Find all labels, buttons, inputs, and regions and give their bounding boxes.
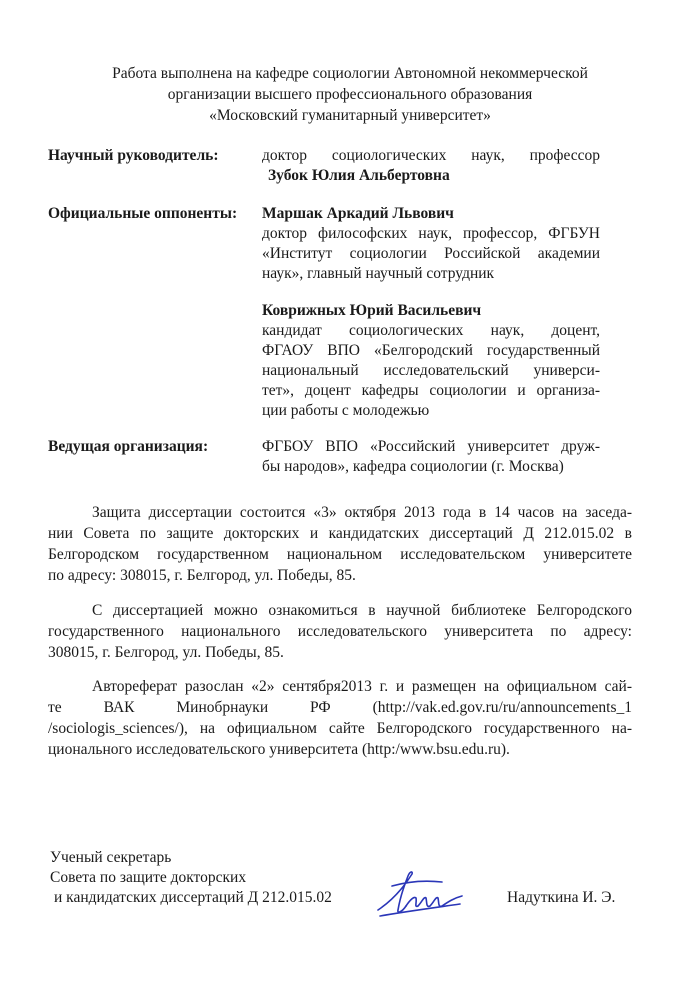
paragraph-line: ционального исследовательского университета (http:/www.bsu.edu.ru).	[48, 741, 510, 758]
supervisor-title: доктор социологических наук, профессор	[262, 147, 600, 164]
opponent-name: Маршак Аркадий Львович	[262, 205, 454, 222]
opponent-detail-line: национальный исследовательский универси-	[262, 362, 600, 379]
paragraph-line: С диссертацией можно ознакомиться в научной библиотеке Белгородского	[92, 602, 632, 619]
opponent-detail-line: тет», доцент кафедры социологии и организа-	[262, 382, 600, 399]
opponent-detail-line: кандидат социологических наук, доцент,	[262, 322, 600, 339]
header-line: «Московский гуманитарный университет»	[209, 107, 491, 124]
paragraph-line: нии Совета по защите докторских и кандидатских диссертаций Д 212.015.02 в	[48, 525, 632, 542]
opponent-detail-line: «Институт социологии Российской академии	[262, 245, 600, 262]
lead-org-line: бы народов», кафедра социологии (г. Москва)	[262, 458, 564, 475]
lead-org-line: ФГБОУ ВПО «Российский университет друж-	[262, 438, 600, 455]
paragraph-line: Защита диссертации состоится «3» октября 2013 года в 14 часов на заседа-	[92, 504, 632, 521]
secretary-title-line: Совета по защите докторских	[50, 869, 247, 886]
secretary-name: Надуткина И. Э.	[507, 889, 616, 906]
opponent-name: Коврижных Юрий Васильевич	[262, 302, 482, 319]
paragraph-line: Белгородском государственном национальном исследовательском университете	[48, 546, 632, 563]
supervisor-name: Зубок Юлия Альбертовна	[268, 167, 450, 184]
lead-org-label: Ведущая организация:	[48, 438, 209, 455]
opponent-detail-line: наук», главный научный сотрудник	[262, 265, 495, 282]
header-line: организации высшего профессионального образования	[167, 86, 533, 103]
secretary-title-line: и кандидатских диссертаций Д 212.015.02	[54, 889, 332, 906]
paragraph-line: Автореферат разослан «2» сентября2013 г. и размещен на официальном сай-	[92, 678, 632, 695]
opponent-detail-line: ции работы с молодежью	[262, 402, 430, 419]
header-line: Работа выполнена на кафедре социологии Автономной некоммерческой	[112, 65, 588, 82]
paragraph-line: те ВАК Минобрнауки РФ (http://vak.ed.gov.ru/ru/announcements_1	[48, 699, 632, 716]
opponents-label: Официальные оппоненты:	[48, 205, 238, 222]
paragraph-line: /sociologis_sciences/), на официальном сайте Белгородского государственного на-	[48, 720, 632, 737]
handwritten-signature	[372, 862, 468, 920]
supervisor-label: Научный руководитель:	[48, 147, 219, 164]
paragraph-line: 308015, г. Белгород, ул. Победы, 85.	[48, 644, 284, 661]
paragraph-line: государственного национального исследовательского университета по адресу:	[48, 623, 632, 640]
secretary-title-line: Ученый секретарь	[50, 849, 172, 866]
paragraph-line: по адресу: 308015, г. Белгород, ул. Победы, 85.	[48, 567, 356, 584]
opponent-detail-line: доктор философских наук, профессор, ФГБУН	[262, 225, 600, 242]
opponent-detail-line: ФГАОУ ВПО «Белгородский государственный	[262, 342, 600, 359]
